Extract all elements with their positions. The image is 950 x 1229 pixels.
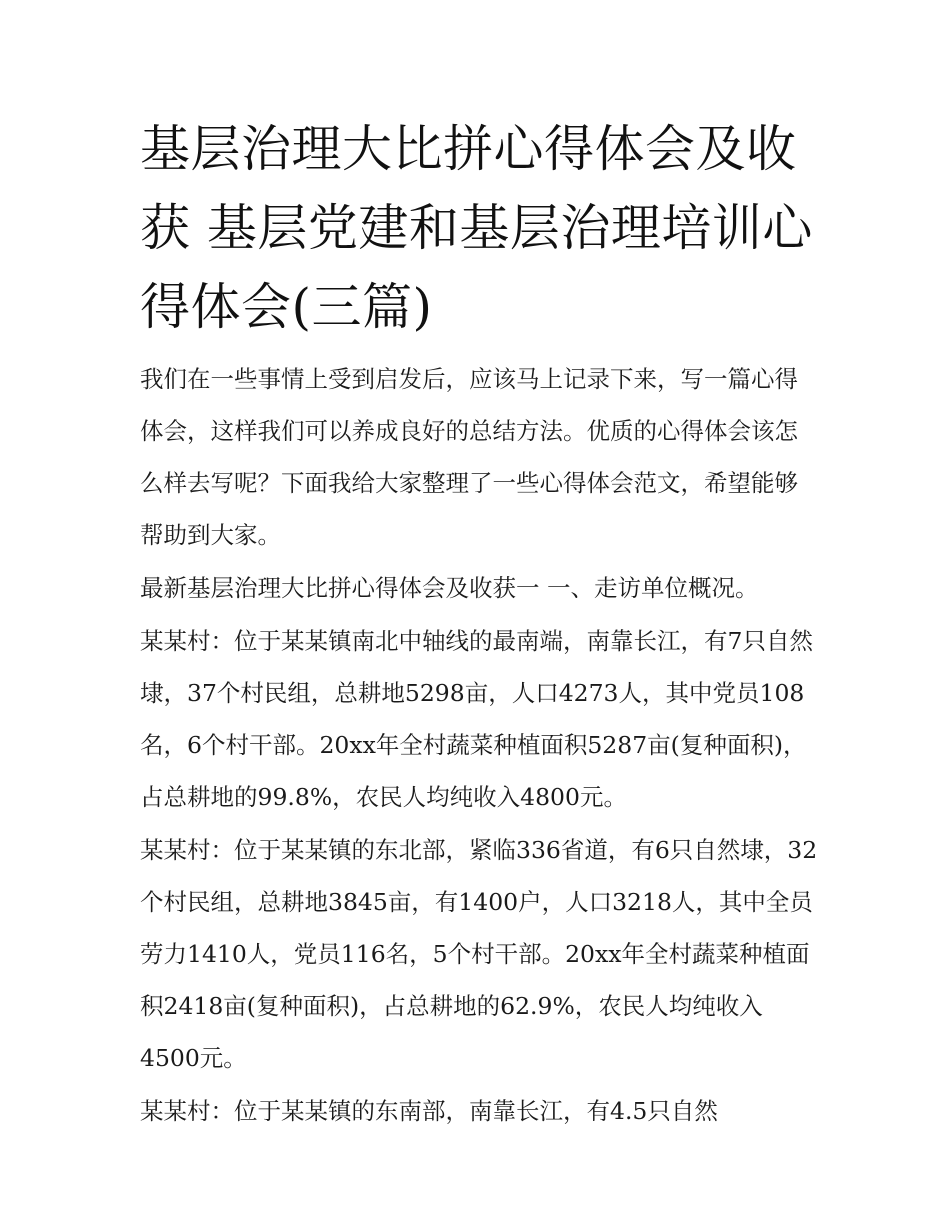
document-body [140,110,820,1138]
village-paragraph-1: 某某村：位于某某镇南北中轴线的最南端，南靠长江，有7只自然埭，37个村民组，总耕地5298亩，人口4273人，其中党员108名，6个村干部。20xx年全村蔬菜种植面积5287亩(复种面积)，占总耕地的99.8%，农民人均纯收入4800元。 [140,627,813,811]
section-heading-paragraph: 最新基层治理大比拼心得体会及收获一 一、走访单位概况。 [140,574,759,602]
village-paragraph-3: 某某村：位于某某镇的东南部，南靠长江，有4.5只自然 [140,1097,718,1125]
village-paragraph-2: 某某村：位于某某镇的东北部，紧临336省道，有6只自然埭，32个村民组，总耕地3845亩，有1400户，人口3218人，其中全员劳力1410人，党员116名，5个村干部。20xx年全村蔬菜种植面积2418亩(复种面积)，占总耕地的62.9%，农民人均纯收入4500元。 [140,836,818,1072]
intro-paragraph: 我们在一些事情上受到启发后，应该马上记录下来，写一篇心得体会，这样我们可以养成良好的总结方法。优质的心得体会该怎么样去写呢？下面我给大家整理了一些心得体会范文，希望能够帮助到大家。 [140,365,798,549]
document-title: 基层治理大比拼心得体会及收获 基层党建和基层治理培训心得体会(三篇) [140,120,813,336]
